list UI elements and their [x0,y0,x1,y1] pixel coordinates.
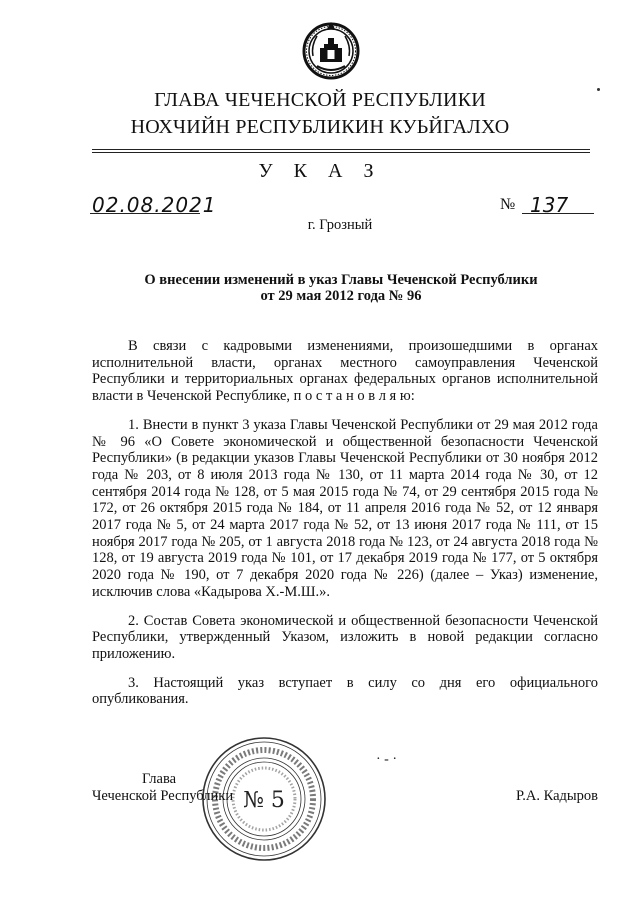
stamp-number: № 5 [243,788,285,813]
coat-of-arms-emblem [301,18,361,84]
paragraph-item-1: 1. Внести в пункт 3 указа Главы Чеченской Республики от 29 мая 2012 года № 96 «О Совете экономической и общественной безопасности Чеченской Республики» (в редакции указов Главы Чеченской Республики от 30 ноября 2012 года № 203, от 8 июля 2013 года № 130, от 11 марта 2014 года № 30, от 12 сентября 2014 года № 128, от 5 мая 2015 года № 74, от 29 сентября 2015 года № 172, от 26 октября 2015 года № 184, от 11 апреля 2016 года № 52, от 12 января 2017 года № 5, от 24 марта 2017 года № 52, от 13 июня 2017 года № 111, от 15 ноября 2017 года № 205, от 1 августа 2018 года № 123, от 24 августа 2018 года № 128, от 19 августа 2019 года № 101, от 17 декабря 2019 года № 177, от 5 октября 2020 года № 190, от 7 декабря 2020 года № 226) (далее – Указ) изменение, исключив слова «Кадырова Х.-М.Ш.». [92,416,598,600]
paragraph-item-3: 3. Настоящий указ вступает в силу со дня его официального опубликования. [92,674,598,708]
document-type-title: У К А З [258,160,382,182]
subject-line-2: от 29 мая 2012 года № 96 [260,288,422,304]
document-subject [92,272,590,304]
position-line-2: Чеченской Республики [92,788,234,804]
number-underline [522,213,594,214]
signature-mark: · ‐ · [376,752,397,767]
position-line-1: Глава [142,771,177,787]
signatory-position [92,771,242,805]
ink-speck [597,88,600,91]
header-divider-bottom [92,152,590,153]
city-line: г. Грозный [307,217,373,233]
paragraph-item-2: 2. Состав Совета экономической и общественной безопасности Чеченской Республики, утвержденный Указом, изложить в новой редакции согласно приложению. [92,612,598,662]
document-date: 02.08.2021 [92,193,217,217]
header-line-1: ГЛАВА ЧЕЧЕНСКОЙ РЕСПУБЛИКИ [154,89,486,111]
document-body [92,338,598,708]
header-line-2: НОХЧИЙН РЕСПУБЛИКИН КУЬЙГАЛХО [130,116,510,138]
date-underline [90,213,200,214]
number-label: № [500,196,516,213]
paragraph-preamble: В связи с кадровыми изменениями, произошедшими в органах исполнительной власти, органах местного самоуправления Чеченской Республики и территориальных органах федеральных органов исполнительной власти в Чеченской Республике, п о с т а н о в л я ю: [92,338,598,405]
document-number: 137 [530,193,569,217]
header-divider-top [92,149,590,150]
signatory-name: Р.А. Кадыров [516,788,598,804]
subject-line-1: О внесении изменений в указ Главы Чеченской Республики [144,272,538,288]
